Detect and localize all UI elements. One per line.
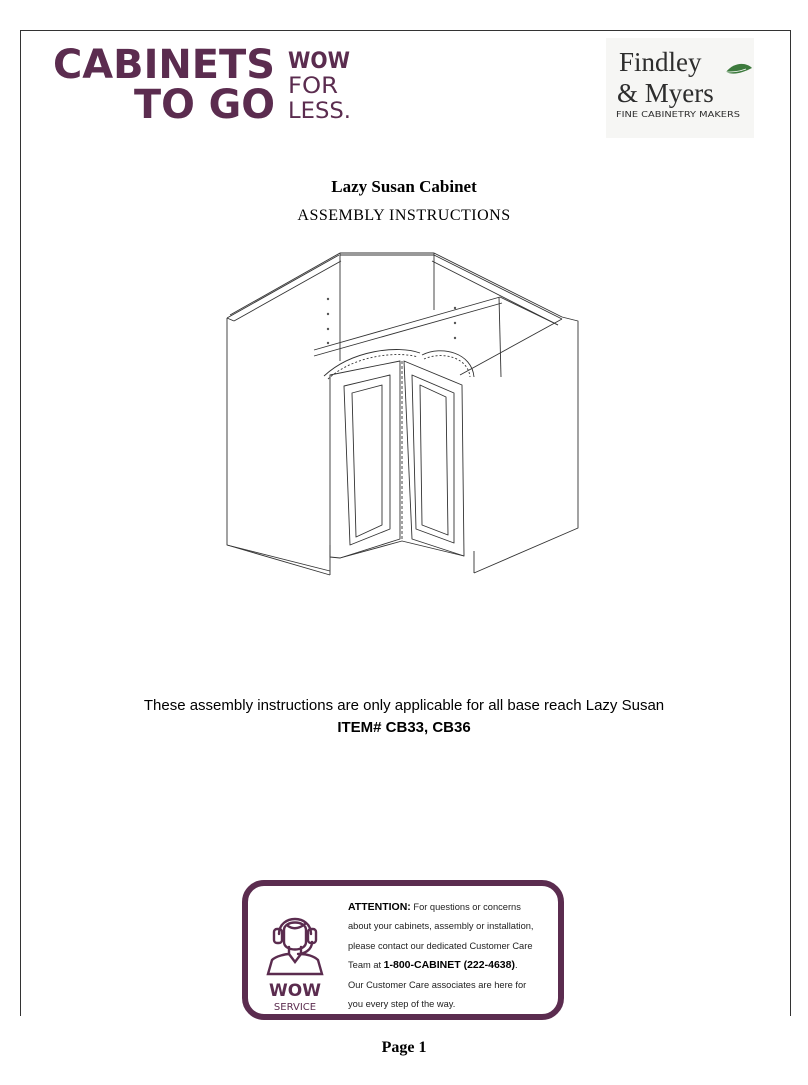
lazy-susan-cabinet-illustration [222,245,584,580]
notice-line-2: about your cabinets, assembly or installation, [348,921,534,932]
item-numbers: ITEM# CB33, CB36 [337,719,471,736]
document-title: Lazy Susan Cabinet [331,177,477,196]
notice-line-1: ATTENTION: For questions or concerns [348,901,521,913]
customer-care-text [348,898,560,1014]
logo-fm-tagline: FINE CABINETRY MAKERS [616,110,741,119]
page-number: Page 1 [381,1039,427,1056]
notice-line-3: please contact our dedicated Customer Care [348,940,533,951]
headset-agent-icon [268,919,322,974]
notice-line-4: Team at 1-800-CABINET (222-4638). [348,959,518,972]
logo-line-to-go: TO GO [134,82,275,128]
phone-number: 1-800-CABINET (222-4638) [383,959,515,972]
logo-findley: Findley [619,47,702,77]
document-subtitle: ASSEMBLY INSTRUCTIONS [297,207,511,224]
cabinets-to-go-logo [50,40,370,130]
logo-tagline-wow: WOW [288,49,350,74]
wow-service-badge [258,896,332,1014]
attention-label: ATTENTION: [348,901,411,913]
applicability-note: These assembly instructions are only applicable for all base reach Lazy Susan [143,697,665,714]
logo-and-myers: & Myers [617,78,714,108]
badge-service: SERVICE [273,1002,317,1013]
customer-care-notice [242,880,564,1020]
logo-tagline-less: LESS. [288,99,351,124]
logo-line-cabinets: CABINETS [53,42,275,88]
findley-myers-logo [606,38,754,138]
notice-line-5: Our Customer Care associates are here for [348,979,527,990]
badge-wow: WOW [269,981,321,1001]
logo-tagline-for: FOR [288,74,338,99]
notice-line-6: you every step of the way. [348,999,456,1010]
